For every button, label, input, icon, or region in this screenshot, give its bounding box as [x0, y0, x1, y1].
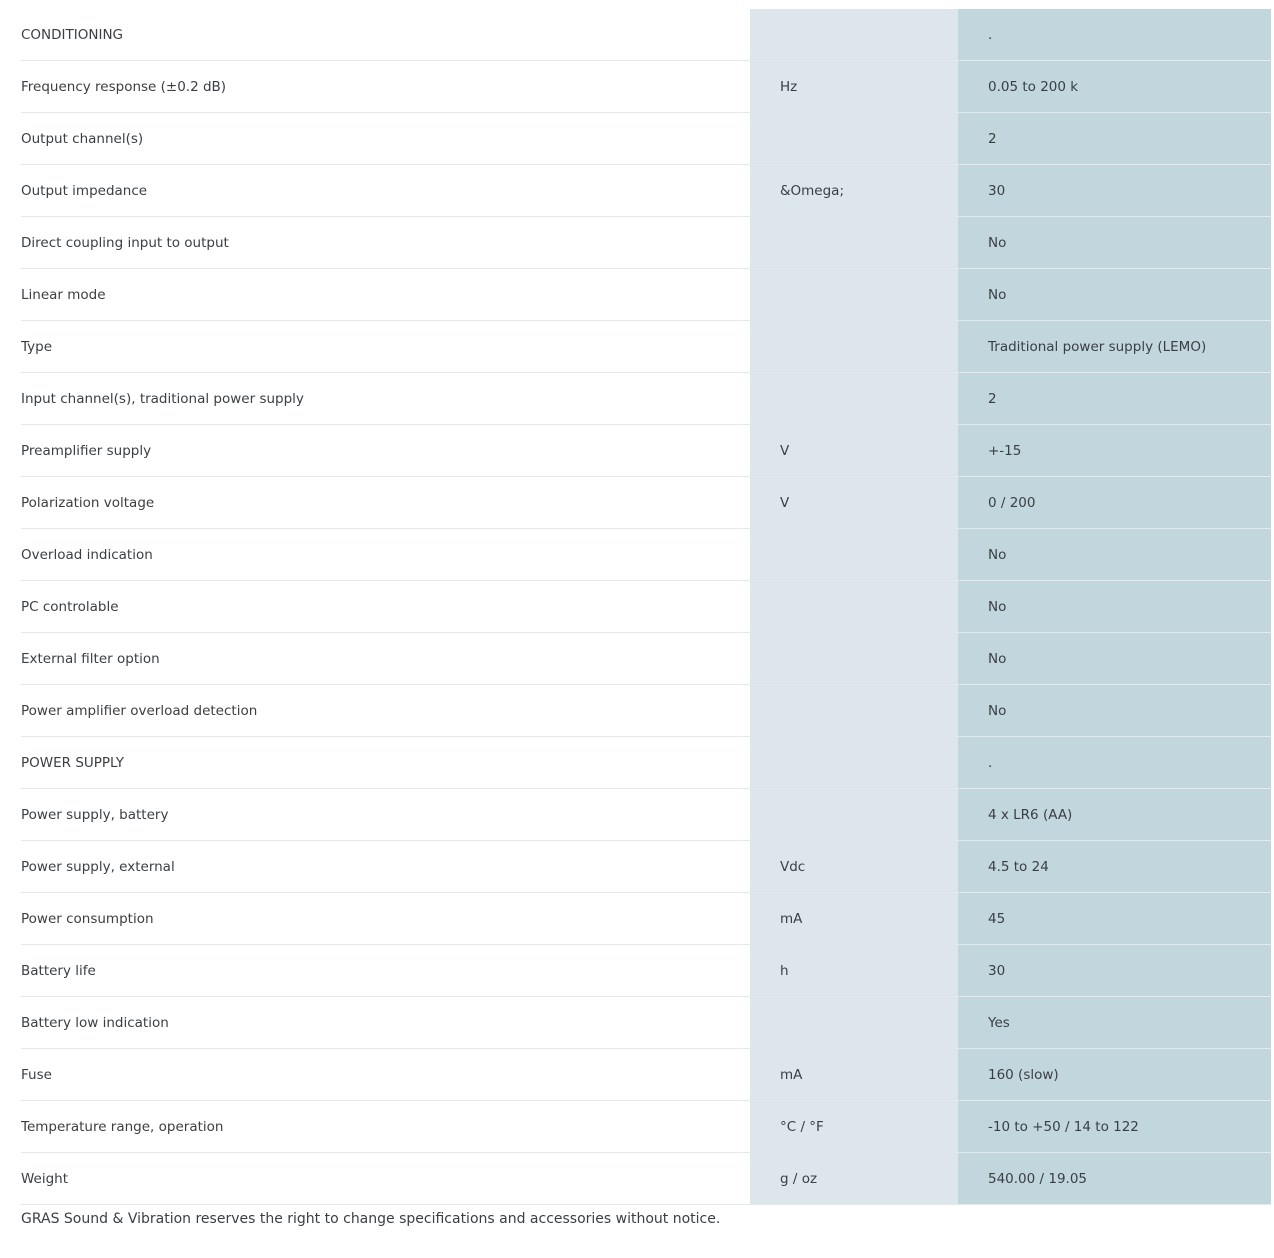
spec-row — [21, 997, 1271, 1049]
disclaimer-footnote: GRAS Sound & Vibration reserves the right to change specifications and accessories without notice. — [21, 1211, 721, 1227]
spec-unit: &Omega; — [750, 165, 958, 217]
spec-value: . — [958, 737, 1271, 789]
spec-value: Traditional power supply (LEMO) — [958, 321, 1271, 373]
spec-unit: g / oz — [750, 1153, 958, 1205]
spec-value: -10 to +50 / 14 to 122 — [958, 1101, 1271, 1153]
spec-row — [21, 269, 1271, 321]
spec-row — [21, 841, 1271, 893]
spec-value: 30 — [958, 945, 1271, 997]
spec-parameter: Overload indication — [21, 529, 750, 581]
spec-parameter: Input channel(s), traditional power supply — [21, 373, 750, 425]
spec-value: 30 — [958, 165, 1271, 217]
spec-value: 540.00 / 19.05 — [958, 1153, 1271, 1205]
spec-parameter: Fuse — [21, 1049, 750, 1101]
spec-value: No — [958, 581, 1271, 633]
spec-parameter: Direct coupling input to output — [21, 217, 750, 269]
spec-value: No — [958, 269, 1271, 321]
spec-unit — [750, 529, 958, 581]
spec-parameter: PC controlable — [21, 581, 750, 633]
spec-row — [21, 113, 1271, 165]
spec-parameter: Weight — [21, 1153, 750, 1205]
spec-parameter: Polarization voltage — [21, 477, 750, 529]
spec-row — [21, 1153, 1271, 1205]
spec-parameter: Temperature range, operation — [21, 1101, 750, 1153]
spec-row — [21, 737, 1271, 789]
spec-parameter: Preamplifier supply — [21, 425, 750, 477]
spec-parameter: External filter option — [21, 633, 750, 685]
spec-value: 160 (slow) — [958, 1049, 1271, 1101]
spec-value: 0.05 to 200 k — [958, 61, 1271, 113]
spec-value: 4.5 to 24 — [958, 841, 1271, 893]
spec-value: 2 — [958, 113, 1271, 165]
spec-parameter: Battery life — [21, 945, 750, 997]
spec-row — [21, 685, 1271, 737]
spec-unit: V — [750, 425, 958, 477]
spec-unit — [750, 581, 958, 633]
spec-value: No — [958, 217, 1271, 269]
spec-unit — [750, 269, 958, 321]
spec-unit: mA — [750, 1049, 958, 1101]
spec-value: No — [958, 529, 1271, 581]
spec-unit — [750, 373, 958, 425]
spec-row — [21, 477, 1271, 529]
spec-value: 2 — [958, 373, 1271, 425]
spec-unit: V — [750, 477, 958, 529]
spec-value: Yes — [958, 997, 1271, 1049]
spec-value: 45 — [958, 893, 1271, 945]
spec-unit: Vdc — [750, 841, 958, 893]
spec-parameter: Linear mode — [21, 269, 750, 321]
spec-row — [21, 165, 1271, 217]
spec-row — [21, 945, 1271, 997]
spec-parameter: CONDITIONING — [21, 9, 750, 61]
spec-parameter: Output impedance — [21, 165, 750, 217]
specifications-table — [21, 9, 1271, 1205]
spec-unit — [750, 789, 958, 841]
spec-parameter: POWER SUPPLY — [21, 737, 750, 789]
spec-parameter: Frequency response (±0.2 dB) — [21, 61, 750, 113]
spec-unit — [750, 321, 958, 373]
spec-row — [21, 61, 1271, 113]
spec-value: 4 x LR6 (AA) — [958, 789, 1271, 841]
spec-parameter: Output channel(s) — [21, 113, 750, 165]
spec-parameter: Power supply, battery — [21, 789, 750, 841]
spec-parameter: Battery low indication — [21, 997, 750, 1049]
spec-row — [21, 893, 1271, 945]
spec-unit: Hz — [750, 61, 958, 113]
spec-unit: °C / °F — [750, 1101, 958, 1153]
spec-row — [21, 1101, 1271, 1153]
spec-unit — [750, 685, 958, 737]
spec-row — [21, 217, 1271, 269]
spec-unit: mA — [750, 893, 958, 945]
spec-unit — [750, 217, 958, 269]
spec-parameter: Power consumption — [21, 893, 750, 945]
spec-unit — [750, 113, 958, 165]
spec-unit — [750, 997, 958, 1049]
spec-unit — [750, 737, 958, 789]
spec-value: 0 / 200 — [958, 477, 1271, 529]
spec-row — [21, 581, 1271, 633]
spec-parameter: Power supply, external — [21, 841, 750, 893]
specifications-table-body — [21, 9, 1271, 1205]
spec-row — [21, 633, 1271, 685]
spec-row — [21, 9, 1271, 61]
spec-row — [21, 425, 1271, 477]
spec-unit: h — [750, 945, 958, 997]
spec-value: +-15 — [958, 425, 1271, 477]
spec-parameter: Power amplifier overload detection — [21, 685, 750, 737]
spec-value: No — [958, 685, 1271, 737]
spec-unit — [750, 633, 958, 685]
spec-row — [21, 789, 1271, 841]
spec-row — [21, 321, 1271, 373]
spec-value: . — [958, 9, 1271, 61]
spec-unit — [750, 9, 958, 61]
spec-parameter: Type — [21, 321, 750, 373]
spec-row — [21, 373, 1271, 425]
spec-row — [21, 529, 1271, 581]
spec-value: No — [958, 633, 1271, 685]
spec-row — [21, 1049, 1271, 1101]
